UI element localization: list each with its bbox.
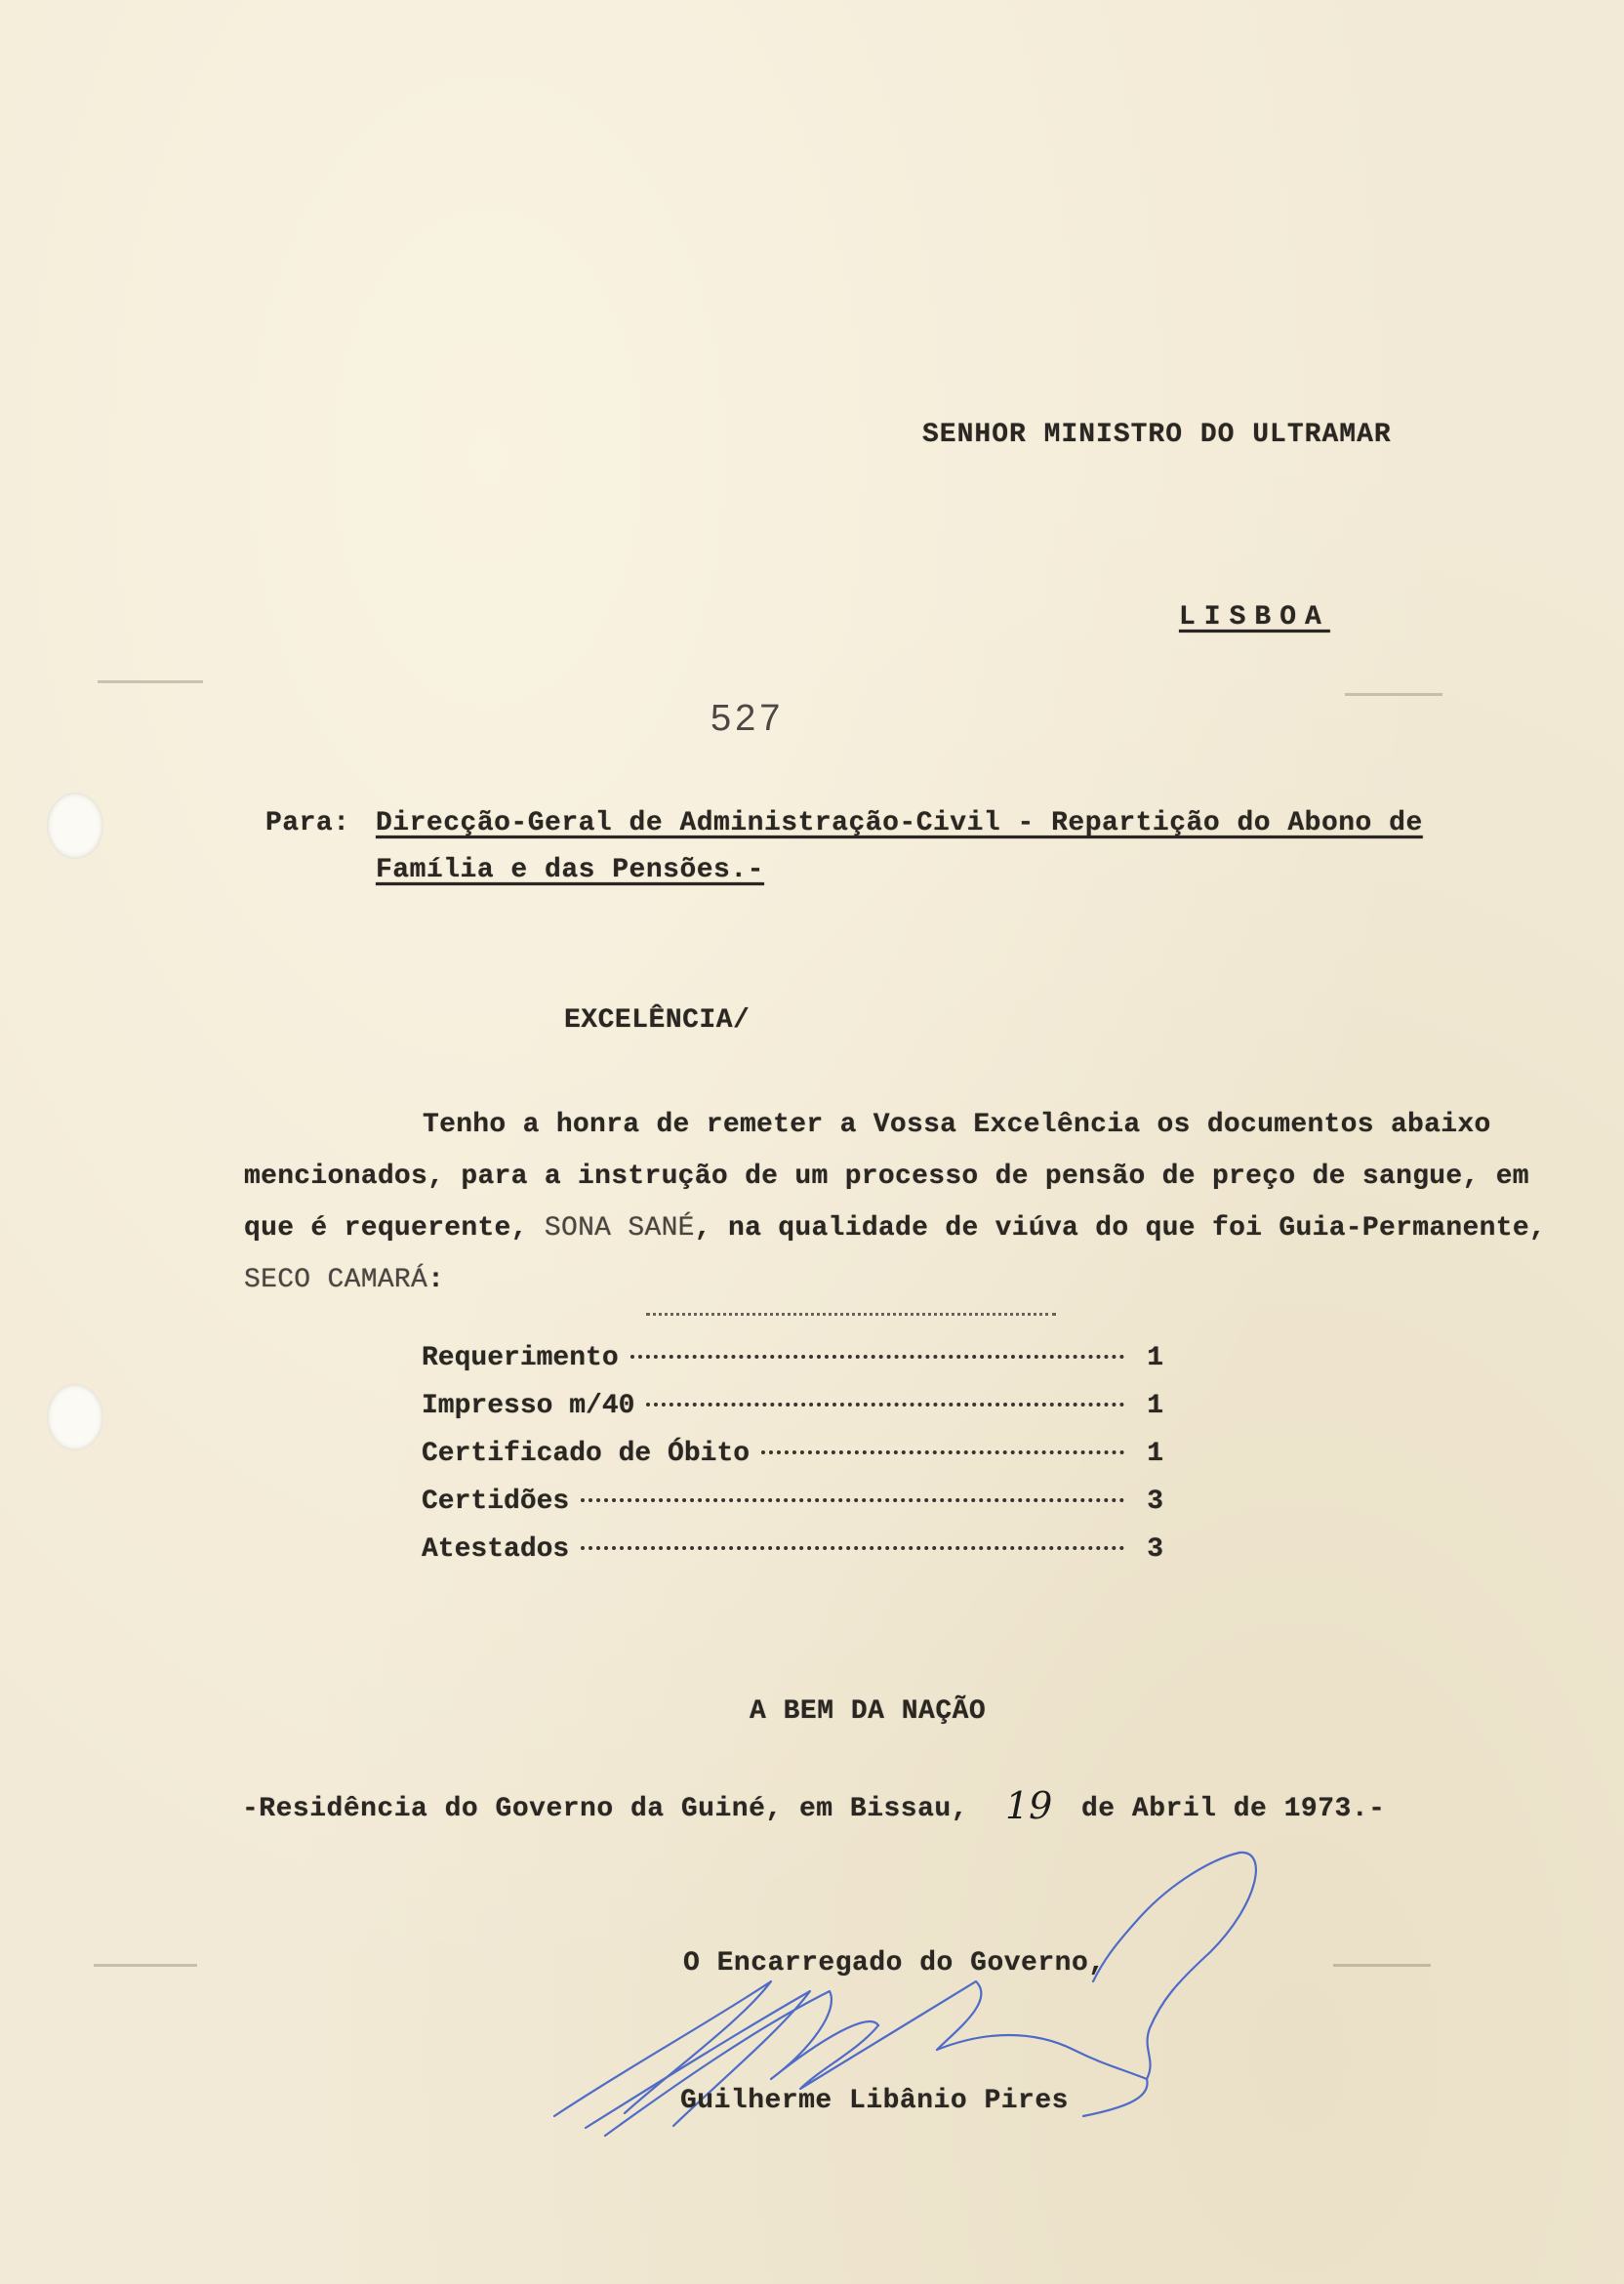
document-number: 527 xyxy=(710,698,785,739)
place-line: -Residência do Governo da Guiné, em Bissau, xyxy=(242,1794,969,1824)
recipient-heading: SENHOR MINISTRO DO ULTRAMAR xyxy=(922,420,1392,450)
body-text-part-1: Tenho a honra de remeter a Vossa Excelência os documentos abaixo mencionados, para a instrução de um processo de pensão de preço de sangue, em que é requerente, xyxy=(244,1110,1529,1244)
document-name: Atestados xyxy=(422,1534,570,1565)
body-paragraph xyxy=(244,1099,1571,1306)
signer-name: Guilherme Libânio Pires xyxy=(680,2086,1069,2116)
document-row xyxy=(422,1343,1163,1391)
deceased-name: SECO CAMARÁ xyxy=(244,1265,428,1295)
signer-role: O Encarregado do Governo, xyxy=(683,1948,1106,1978)
document-quantity: 1 xyxy=(1147,1343,1163,1373)
body-text-part-3: : xyxy=(427,1265,445,1295)
document-list xyxy=(422,1343,1163,1582)
leader-dots xyxy=(761,1449,1124,1454)
document-name: Requerimento xyxy=(422,1343,619,1373)
document-quantity: 1 xyxy=(1147,1391,1163,1421)
document-row xyxy=(422,1439,1163,1487)
leader-dots xyxy=(646,1402,1124,1407)
document-row xyxy=(422,1487,1163,1534)
leader-dots xyxy=(581,1497,1124,1502)
paper-mark xyxy=(94,1964,197,1967)
closing-motto: A BEM DA NAÇÃO xyxy=(750,1696,987,1727)
document-name: Impresso m/40 xyxy=(422,1391,635,1421)
leader-dots xyxy=(630,1354,1124,1359)
document-quantity: 3 xyxy=(1147,1487,1163,1517)
document-quantity: 1 xyxy=(1147,1439,1163,1469)
destination-line-2: Família e das Pensões.- xyxy=(376,855,764,885)
greeting: EXCELÊNCIA/ xyxy=(564,1005,751,1036)
city-heading: LISBOA xyxy=(1179,602,1330,632)
leader-dots xyxy=(581,1545,1124,1550)
punch-hole-top xyxy=(47,793,103,859)
document-name: Certidões xyxy=(422,1487,570,1517)
list-top-rule xyxy=(646,1313,1056,1316)
paper-mark xyxy=(1333,1964,1431,1967)
paper-mark xyxy=(1345,693,1442,696)
date-suffix: de Abril de 1973.- xyxy=(1081,1794,1386,1824)
document-quantity: 3 xyxy=(1147,1534,1163,1565)
destination-line-1: Direcção-Geral de Administração-Civil - Repartição do Abono de xyxy=(376,808,1423,838)
document-row xyxy=(422,1534,1163,1582)
document-name: Certificado de Óbito xyxy=(422,1439,751,1469)
applicant-name: SONA SANÉ xyxy=(544,1213,695,1244)
punch-hole-bottom xyxy=(47,1384,103,1450)
body-text-part-2: , na qualidade de viúva do que foi Guia-Permanente, xyxy=(694,1213,1547,1244)
para-label: Para: xyxy=(265,808,350,838)
handwritten-day: 19 xyxy=(1005,1784,1053,1827)
document-row xyxy=(422,1391,1163,1439)
paper-mark xyxy=(98,680,203,683)
